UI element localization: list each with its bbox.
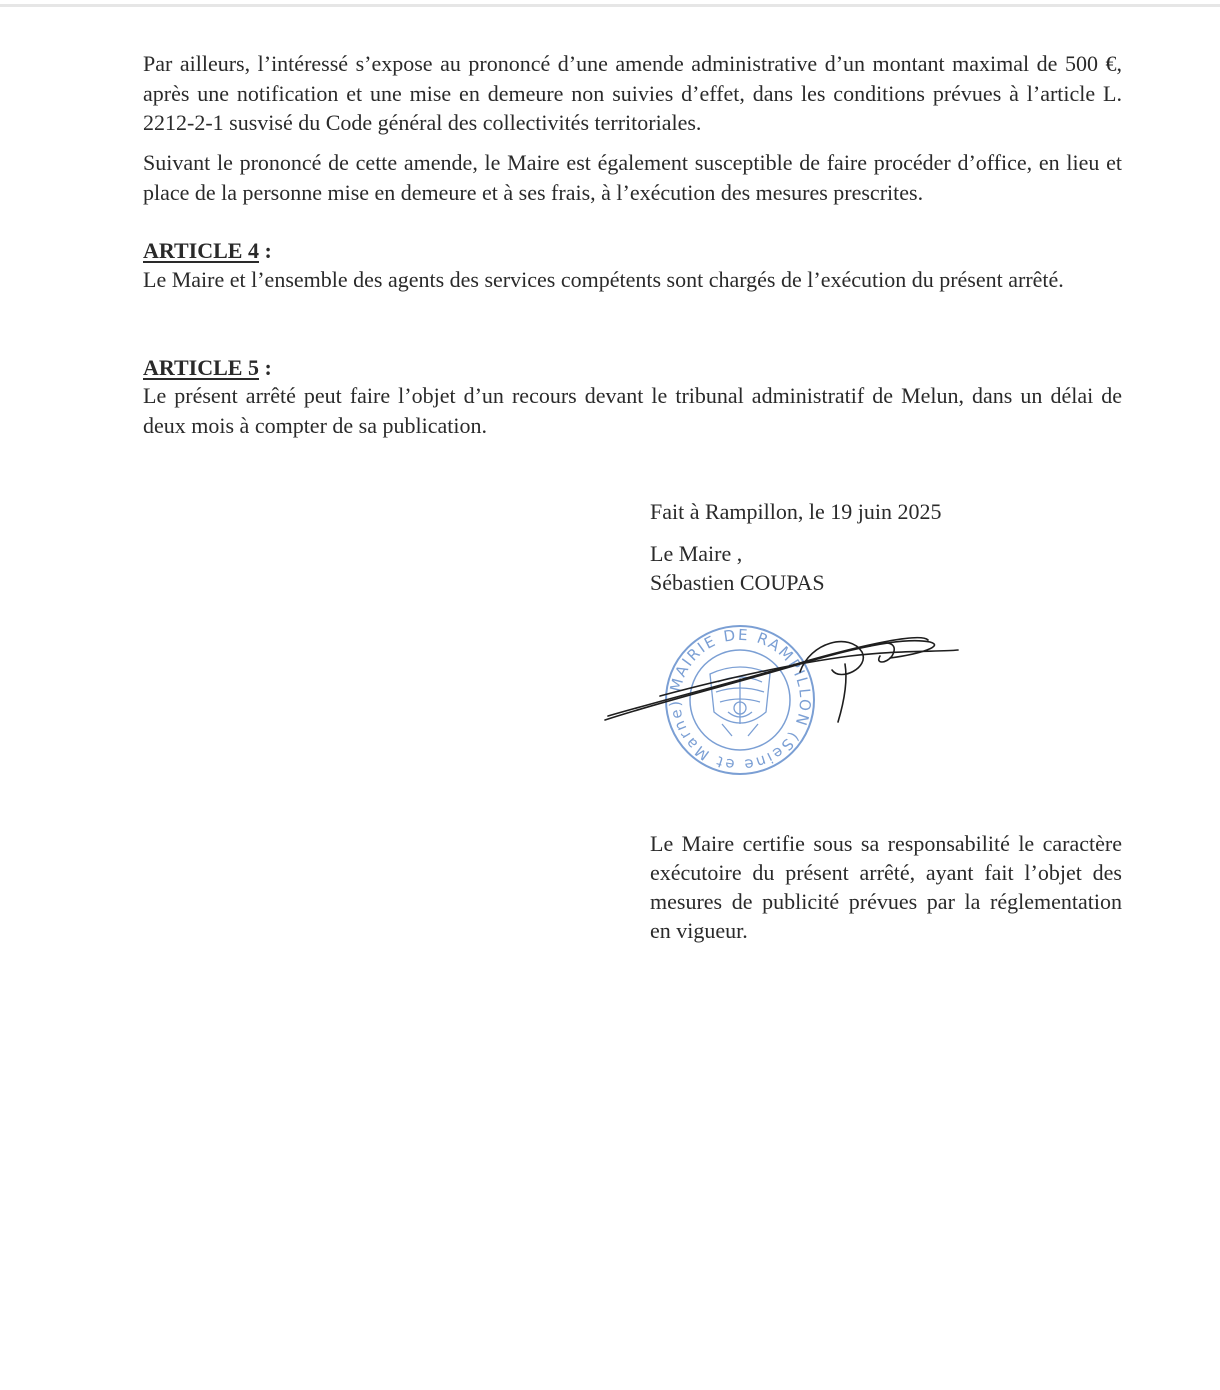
stamp-ring-text: MAIRIE DE RAMPILLON (Seine et Marne) — [665, 625, 815, 775]
article-4-heading — [143, 236, 272, 265]
signature-role: Le Maire , — [650, 541, 743, 566]
certification-text: Le Maire certifie sous sa responsabilité le caractère exécutoire du présent arrêté, ayant fait l’objet des mesures de publicité prévues par la réglementation en vigueur. — [650, 831, 1122, 943]
article-5-label: ARTICLE 5 — [143, 355, 259, 380]
article-4-colon: : — [258, 238, 272, 263]
signature-name: Sébastien COUPAS — [650, 570, 825, 595]
paragraph-office: Suivant le prononcé de cette amende, le Maire est également susceptible de faire procéder d’office, en lieu et place de la personne mise en demeure et à ses frais, à l’exécution des mesures prescrites. — [143, 150, 1122, 205]
article-5-colon: : — [258, 355, 272, 380]
article-5-text: Le présent arrêté peut faire l’objet d’un recours devant le tribunal administratif de Melun, dans un délai de deux mois à compter de sa publication. — [143, 383, 1122, 438]
article-5-heading — [143, 353, 272, 382]
article-4-label: ARTICLE 4 — [143, 238, 259, 263]
article-4-text: Le Maire et l’ensemble des agents des services compétents sont chargés de l’exécution du présent arrêté. — [143, 267, 1064, 292]
mayor-stamp-and-signature — [600, 612, 970, 777]
signature-place-date: Fait à Rampillon, le 19 juin 2025 — [650, 499, 942, 524]
stamp-svg — [600, 612, 970, 777]
paragraph-amende: Par ailleurs, l’intéressé s’expose au prononcé d’une amende administrative d’un montant maximal de 500 €, après une notification et une mise en demeure non suivies d’effet, dans les conditions prévues à l’article L. 2212-2-1 susvisé du Code général des collectivités territoriales. — [143, 51, 1122, 135]
stamp-emblem — [710, 667, 770, 736]
